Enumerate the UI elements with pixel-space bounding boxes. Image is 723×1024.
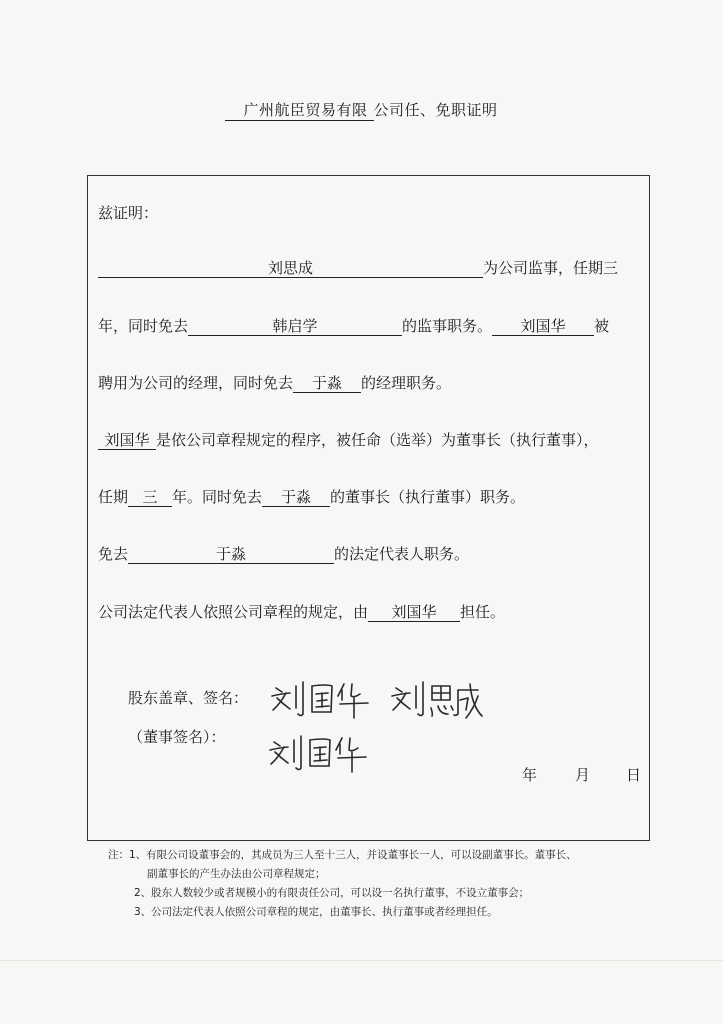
line-legal-rep-appointment [98, 602, 505, 622]
line6-text-b: 的法定代表人职务。 [334, 545, 470, 563]
line5-text-b: 年。同时免去 [172, 488, 263, 506]
line2-text-a: 年，同时免去 [98, 317, 189, 335]
line1-text: 为公司监事，任期三 [483, 259, 619, 277]
removed-chairman-name: 于淼 [262, 488, 330, 507]
line-supervisor-removal [98, 316, 609, 336]
removed-supervisor-name: 韩启学 [188, 317, 402, 336]
handwritten-signature-liu-guohua-director [266, 730, 376, 776]
note-1-continued: 副董事长的产生办法由公司章程规定； [147, 868, 326, 880]
date-day-label: 日 [626, 766, 642, 784]
line-supervisor-appointment [98, 258, 618, 278]
note-1: 注：1、有限公司设董事会的，其成员为三人至十三人，并设董事长一人，可以设副董事长。董事长、 [108, 849, 577, 861]
scan-edge-line [0, 960, 723, 961]
footnotes [108, 846, 577, 922]
supervisor-name-field: 刘思成 [98, 259, 483, 278]
note-3: 3、公司法定代表人依照公司章程的规定，由董事长、执行董事或者经理担任。 [134, 906, 498, 918]
document-title [0, 99, 723, 121]
chairman-name-field: 刘国华 [98, 431, 156, 450]
date-year-label: 年 [522, 766, 538, 784]
intro-text: 兹证明： [98, 204, 159, 222]
line-chairman-appointment [98, 430, 599, 450]
line-legal-rep-removal [98, 544, 469, 564]
line2-text-c: 被 [594, 317, 610, 335]
line2-text-b: 的监事职务。 [402, 317, 493, 335]
company-name: 广州航臣贸易有限 [225, 101, 373, 121]
line7-text-b: 担任。 [460, 603, 506, 621]
removed-manager-name: 于淼 [293, 374, 361, 393]
handwritten-signature-liu-guohua [268, 676, 378, 722]
term-years-field: 三 [128, 488, 172, 507]
line3-text-b: 的经理职务。 [361, 374, 452, 392]
line3-text-a: 聘用为公司的经理，同时免去 [98, 374, 294, 392]
line-chairman-term [98, 487, 525, 507]
shareholder-signature-label: 股东盖章、签名： [128, 689, 249, 707]
line6-text-a: 免去 [98, 545, 129, 563]
title-suffix: 公司任、免职证明 [373, 101, 498, 119]
handwritten-signature-liu-sicheng [388, 676, 484, 722]
line5-text-c: 的董事长（执行董事）职务。 [330, 488, 526, 506]
director-signature-label: （董事签名）： [128, 728, 226, 746]
removed-legal-rep-name: 于淼 [128, 545, 334, 564]
line-manager [98, 373, 451, 393]
legal-rep-name-field: 刘国华 [368, 603, 460, 622]
line5-text-a: 任期 [98, 488, 129, 506]
line4-text: 是依公司章程规定的程序，被任命（选举）为董事长（执行董事）， [156, 431, 599, 449]
line7-text-a: 公司法定代表人依照公司章程的规定，由 [98, 603, 369, 621]
note-2: 2、股东人数较少或者规模小的有限责任公司，可以设一名执行董事，不设立董事会； [134, 887, 530, 899]
manager-name-field: 刘国华 [492, 317, 594, 336]
date-month-label: 月 [575, 766, 591, 784]
